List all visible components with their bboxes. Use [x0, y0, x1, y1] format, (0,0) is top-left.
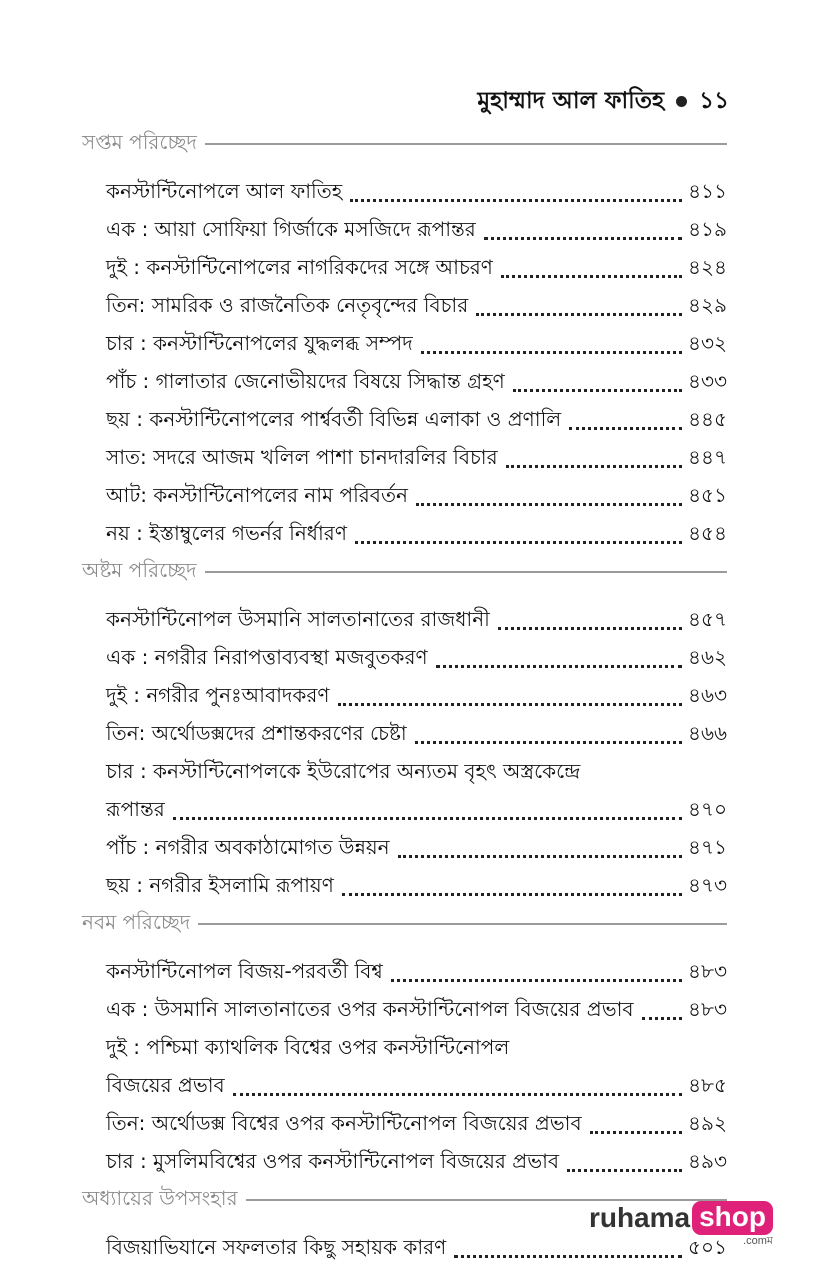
entry-page: ৪৭৩ — [688, 873, 727, 897]
entry-page: ৪৭১ — [688, 835, 727, 859]
dot-leader — [484, 237, 682, 240]
entry-page: ৪৩৩ — [688, 369, 727, 393]
toc-entry[interactable] — [82, 990, 727, 1028]
entry-page: ৪৬৬ — [688, 721, 727, 745]
entry-text: কনস্টান্টিনোপলে আল ফাতিহ — [106, 179, 343, 203]
entry-page: ৪৩২ — [688, 331, 727, 355]
entry-text: তিন: অর্থোডক্সদের প্রশান্তকরণের চেষ্টা — [106, 721, 407, 745]
dot-leader — [233, 1093, 682, 1096]
entry-page: ৪১১ — [688, 179, 727, 203]
entry-page: ৪৪৭ — [688, 445, 727, 469]
toc-entry[interactable] — [82, 514, 727, 552]
entry-page: ৪২৯ — [688, 293, 727, 317]
toc-entry[interactable] — [82, 476, 727, 514]
toc-entry[interactable] — [82, 676, 727, 714]
dot-leader — [436, 665, 682, 668]
entry-page: ৪৬৩ — [688, 683, 727, 707]
dot-leader — [498, 627, 682, 630]
entry-text: ছয় : নগরীর ইসলামি রূপায়ণ — [106, 873, 334, 897]
entry-text: সাত: সদরে আজম খলিল পাশা চানদারলির বিচার — [106, 445, 498, 469]
dot-leader — [501, 275, 682, 278]
toc-entry[interactable] — [82, 248, 727, 286]
entry-text: কনস্টান্টিনোপল উসমানি সালতানাতের রাজধানী — [106, 607, 490, 631]
section-rule — [205, 571, 727, 573]
entry-text: এক : উসমানি সালতানাতের ওপর কনস্টান্টিনোপল বিজয়ের প্রভাব — [106, 997, 634, 1021]
entry-text: চার : কনস্টান্টিনোপলকে ইউরোপের অন্যতম বৃহৎ অস্ত্রকেন্দ্রে — [106, 759, 581, 783]
toc-entry[interactable] — [82, 438, 727, 476]
section-header — [82, 552, 727, 592]
dot-leader — [590, 1131, 682, 1134]
toc-entry[interactable] — [82, 1104, 727, 1142]
toc-entry[interactable] — [82, 362, 727, 400]
toc-entry-continuation[interactable] — [82, 790, 727, 828]
entry-text-continued: রূপান্তর — [106, 797, 165, 821]
toc-entry[interactable] — [82, 944, 727, 990]
entry-page: ৪১৯ — [688, 217, 727, 241]
entry-text: বিজয়াভিযানে সফলতার কিছু সহায়ক কারণ — [106, 1235, 447, 1259]
dot-leader — [342, 893, 682, 896]
entry-page: ৪৮৩ — [688, 959, 727, 983]
section-header — [82, 904, 727, 944]
entry-page: ৪৯২ — [688, 1111, 727, 1135]
entry-text: দুই : পশ্চিমা ক্যাথলিক বিশ্বের ওপর কনস্টান্টিনোপল — [106, 1035, 510, 1059]
toc-entry[interactable] — [82, 324, 727, 362]
dot-leader — [416, 503, 682, 506]
section-rule — [205, 143, 727, 145]
running-header — [477, 82, 729, 121]
dot-leader — [569, 427, 682, 430]
entry-text: এক : আয়া সোফিয়া গির্জাকে মসজিদে রূপান্তর — [106, 217, 476, 241]
section-header — [82, 124, 727, 164]
dot-leader — [567, 1169, 682, 1172]
entry-text: চার : মুসলিমবিশ্বের ওপর কনস্টান্টিনোপল বিজয়ের প্রভাব — [106, 1149, 560, 1173]
entry-text: কনস্টান্টিনোপল বিজয়-পরবর্তী বিশ্ব — [106, 959, 383, 983]
entry-page: ৪৮৫ — [688, 1073, 727, 1097]
toc-entry[interactable] — [82, 286, 727, 324]
toc-entry[interactable] — [82, 592, 727, 638]
section-title: অধ্যায়ের উপসংহার — [82, 1185, 238, 1210]
logo-suffix: .comম — [743, 1235, 773, 1247]
entry-page: ৪৮৩ — [688, 997, 727, 1021]
entry-page: ৪৯৩ — [688, 1149, 727, 1173]
dot-leader — [513, 389, 682, 392]
entry-text: পাঁচ : গালাতার জেনোভীয়দের বিষয়ে সিদ্ধান্ত গ্রহণ — [106, 369, 505, 393]
entry-page: ৪২৪ — [688, 255, 727, 279]
toc-entry[interactable] — [82, 210, 727, 248]
book-title: মুহাম্মাদ আল ফাতিহ — [477, 88, 665, 114]
bullet-dot — [676, 96, 687, 107]
dot-leader — [398, 855, 682, 858]
entry-page: ৪৫১ — [688, 483, 727, 507]
entry-text: দুই : কনস্টান্টিনোপলের নাগরিকদের সঙ্গে আচরণ — [106, 255, 493, 279]
dot-leader — [391, 979, 682, 982]
dot-leader — [173, 817, 682, 820]
section-title: সপ্তম পরিচ্ছেদ — [82, 129, 197, 154]
entry-text: দুই : নগরীর পুনঃআবাদকরণ — [106, 683, 330, 707]
toc-entry[interactable] — [82, 1028, 727, 1066]
entry-page: ৪৭০ — [688, 797, 727, 821]
toc-entry[interactable] — [82, 638, 727, 676]
section-rule — [198, 923, 727, 925]
entry-text: ছয় : কনস্টান্টিনোপলের পার্শ্ববর্তী বিভিন্ন এলাকা ও প্রণালি — [106, 407, 562, 431]
dot-leader — [415, 741, 682, 744]
toc-entry[interactable] — [82, 714, 727, 752]
dot-leader — [476, 313, 682, 316]
entry-page: ৫০১ — [688, 1235, 727, 1259]
dot-leader — [506, 465, 682, 468]
logo-shop-badge: shop — [692, 1201, 773, 1235]
section-title: অষ্টম পরিচ্ছেদ — [82, 557, 197, 582]
entry-text: নয় : ইস্তাম্বুলের গভর্নর নির্ধারণ — [106, 521, 347, 545]
entry-page: ৪৫৪ — [688, 521, 727, 545]
toc-entry-continuation[interactable] — [82, 1066, 727, 1104]
entry-text: পাঁচ : নগরীর অবকাঠামোগত উন্নয়ন — [106, 835, 390, 859]
entry-page: ৪৪৫ — [688, 407, 727, 431]
entry-page: ৪৫৭ — [688, 607, 727, 631]
entry-text: চার : কনস্টান্টিনোপলের যুদ্ধলব্ধ সম্পদ — [106, 331, 413, 355]
entry-text: এক : নগরীর নিরাপত্তাব্যবস্থা মজবুতকরণ — [106, 645, 428, 669]
table-of-contents — [82, 124, 727, 1266]
toc-entry[interactable] — [82, 828, 727, 866]
section-title: নবম পরিচ্ছেদ — [82, 909, 191, 934]
toc-entry[interactable] — [82, 752, 727, 790]
dot-leader — [642, 1017, 683, 1020]
toc-entry[interactable] — [82, 1142, 727, 1180]
dot-leader — [454, 1255, 682, 1258]
logo-word: ruhama — [588, 1202, 691, 1233]
entry-text: তিন: সামরিক ও রাজনৈতিক নেতৃবৃন্দের বিচার — [106, 293, 469, 317]
toc-entry[interactable] — [82, 400, 727, 438]
entry-text: তিন: অর্থোডক্স বিশ্বের ওপর কনস্টান্টিনোপল বিজয়ের প্রভাব — [106, 1111, 582, 1135]
toc-entry[interactable] — [82, 164, 727, 210]
dot-leader — [338, 703, 682, 706]
dot-leader — [350, 199, 682, 202]
entry-text-continued: বিজয়ের প্রভাব — [106, 1073, 225, 1097]
entry-text: আট: কনস্টান্টিনোপলের নাম পরিবর্তন — [106, 483, 408, 507]
dot-leader — [421, 351, 682, 354]
page-number: ১১ — [699, 88, 729, 114]
toc-entry[interactable] — [82, 866, 727, 904]
entry-page: ৪৬২ — [688, 645, 727, 669]
dot-leader — [355, 541, 682, 544]
